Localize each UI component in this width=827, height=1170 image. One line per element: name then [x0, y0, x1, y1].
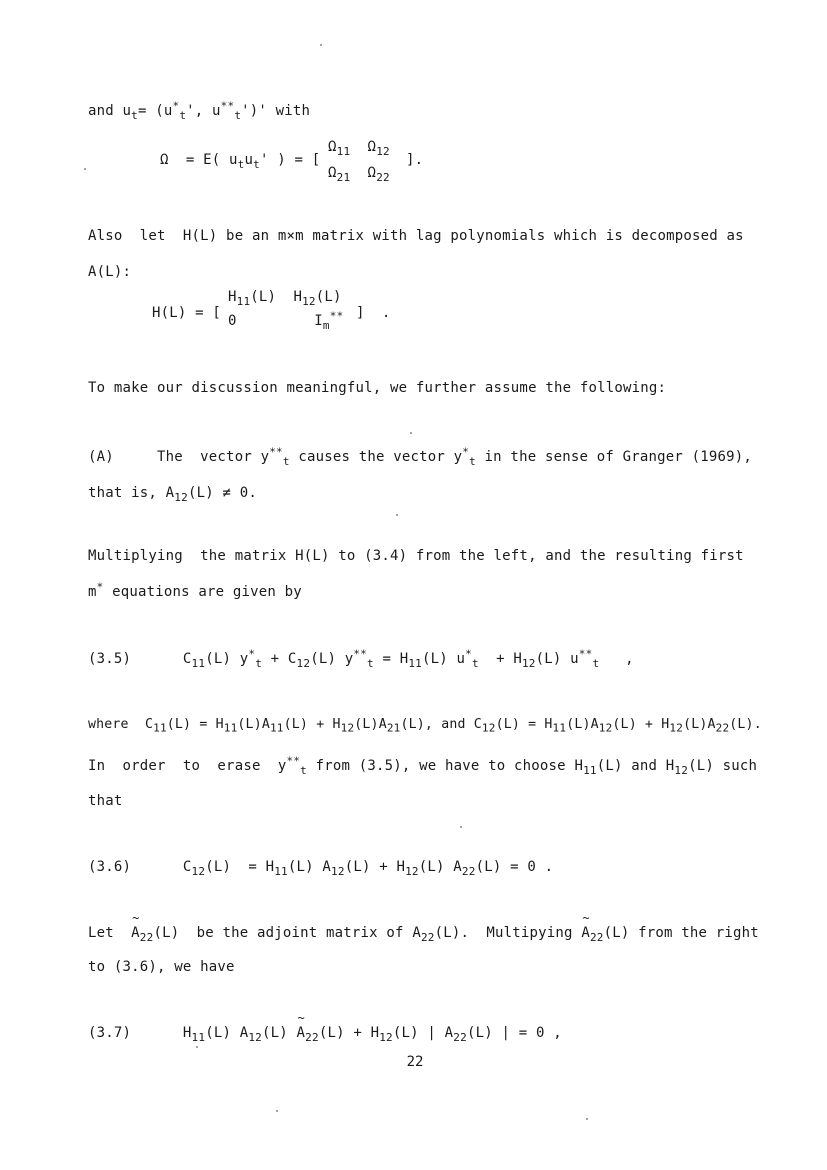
text-line-discussion: To make our discussion meaningful, we further assume the following: — [88, 380, 667, 396]
text-line-assumption-A: (A) The vector $y^{**}_t$ causes the vector $y^*_t$ in the sense of Granger (1969), — [88, 445, 753, 468]
matrix-omega-row1: $\Omega_{11}$ $\Omega_{12}$ — [328, 139, 390, 158]
matrix-HL-close: ] . — [356, 305, 391, 321]
equation-3-6: (3.6) $C_{12}(L) = H_{11}(L) A_{12}(L) + H_{12}(L) A_{22}(L) = 0$ . — [88, 859, 554, 878]
scan-speck — [276, 1110, 278, 1112]
equation-3-7: (3.7) $H_{11}(L)$ $A_{12}(L)$ ~ $A_{22}(L) + H_{12}(L)$ | $A_{22}(L)$ | = 0 , — [88, 1026, 562, 1040]
text-line-that-is: that is, $A_{12}(L) \ne 0$. — [88, 485, 257, 504]
matrix-omega-close: ]. — [406, 152, 424, 168]
equation-HL: H(L) = [ — [152, 305, 222, 321]
text-line-intro: and $u_t= (u^*_t'$, $u^{**}_t')'$ with — [88, 99, 311, 122]
scan-speck — [396, 514, 398, 516]
scan-speck — [196, 1046, 198, 1048]
scan-speck — [320, 44, 322, 46]
text-line-that: that — [88, 793, 123, 809]
text-line-m-equations: m* equations are given by — [88, 580, 302, 600]
matrix-HL-row2: 0 $I_m^{**}$ — [228, 309, 344, 332]
text-line-multiplying: Multiplying the matrix H(L) to (3.4) from the left, and the resulting first — [88, 548, 744, 564]
equation-3-5: (3.5) $C_{11}(L) y^*_t + C_{12}(L) y^{**}_t = H_{11}(L) u^*_t + H_{12}(L)$ $u^{**}_t$ , — [88, 647, 634, 670]
text-line-also-let: Also let H(L) be an m×m matrix with lag polynomials which is decomposed as — [88, 228, 744, 244]
scan-speck — [586, 1118, 588, 1120]
text-line-AL: A(L): — [88, 264, 132, 280]
equation-omega: Ω = E( $u_tu_t'$ ) = [ — [160, 152, 321, 171]
scan-speck — [460, 826, 462, 828]
scan-speck — [410, 432, 412, 434]
matrix-HL-row1: $H_{11}(L)$ $H_{12}(L)$ — [228, 289, 342, 308]
text-line-to-3-6: to (3.6), we have — [88, 959, 235, 975]
text-line-where: where $C_{11}(L) = H_{11}(L)A_{11}(L) + H_{12}(L)A_{21}(L)$, and $C_{12}(L) = H_{11}(L)A_{12}(L) + H_{12}(L)A_{22}(L)$. — [88, 717, 762, 735]
text-line-in-order: In order to erase $y^{**}_t$ from (3.5), we have to choose $H_{11}(L)$ and $H_{12}(L)$ such — [88, 754, 758, 777]
text-line-let: Let ~ $A_{22}(L)$ be the adjoint matrix of $A_{22}(L)$. Multipying ~ $A_{22}(L)$ from the right — [88, 926, 759, 940]
page-number: 22 — [406, 1054, 424, 1070]
matrix-omega-row2: $\Omega_{21}$ $\Omega_{22}$ — [328, 165, 390, 184]
scan-speck — [84, 168, 86, 170]
